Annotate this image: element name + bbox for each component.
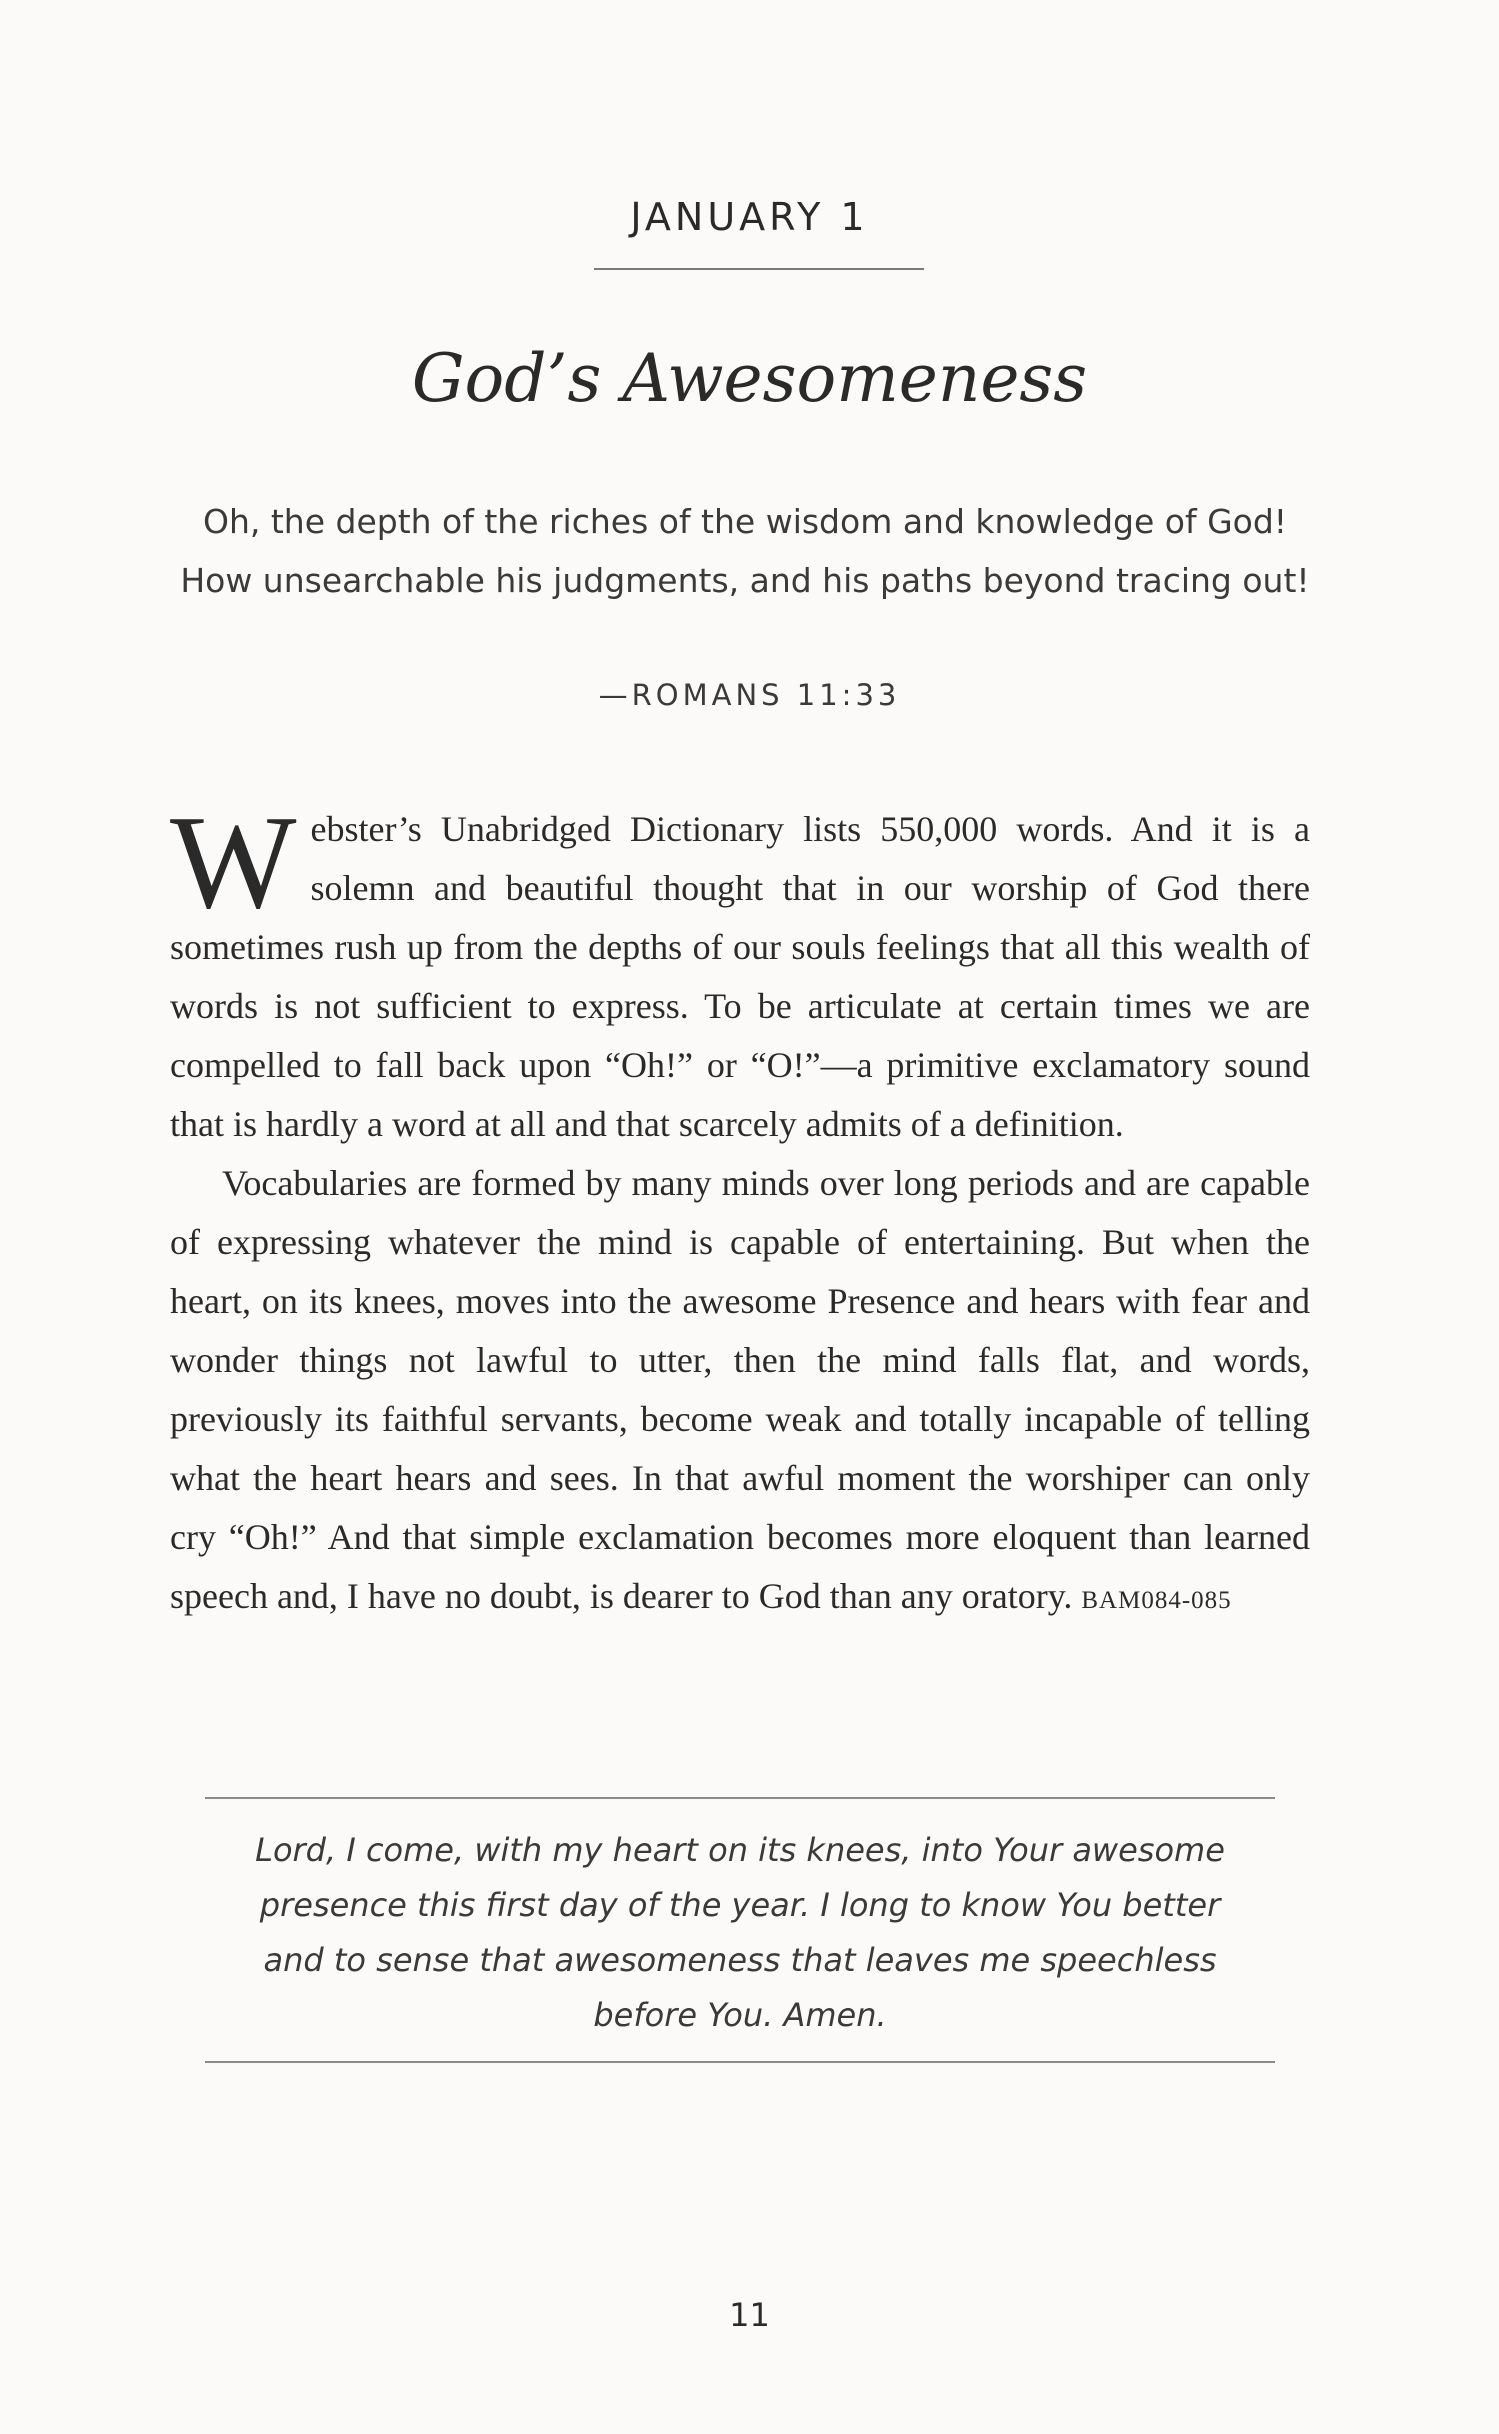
scripture-reference: —ROMANS 11:33 — [598, 678, 901, 712]
devotional-body — [170, 788, 1310, 1630]
closing-prayer: Lord, I come, with my heart on its knees, into Your awesome presence this first day of the year. I long to know You better and to sense that awesomeness that leaves me speechless before You. Amen. — [255, 1831, 1225, 2034]
body-paragraph-2 — [170, 1154, 1310, 1630]
entry-date: JANUARY 1 — [630, 195, 869, 239]
body-paragraph-2-text: Vocabularies are formed by many minds over long periods and are capable of expressing whatever the mind is capable of entertaining. But when the heart, on its knees, moves into the awesome Presence and hears with fear and wonder things not lawful to utter, then the mind falls flat, and words, previously its faithful servants, become weak and totally incapable of telling what the heart hears and sees. In that awful moment the worshiper can only cry “Oh!” And that simple exclamation becomes more eloquent than learned speech and, I have no doubt, is dearer to God than any oratory. — [170, 1163, 1310, 1616]
source-code: BAM084-085 — [1081, 1587, 1232, 1614]
prayer-bottom-divider — [205, 2061, 1275, 2063]
scripture-epigraph: Oh, the depth of the riches of the wisdom and knowledge of God! How unsearchable his judgments, and his paths beyond tracing out! — [180, 502, 1310, 600]
entry-title: God’s Awesomeness — [411, 340, 1088, 417]
prayer-top-divider — [205, 1797, 1275, 1799]
body-paragraph-1-text: ebster’s Unabridged Dictionary lists 550,000 words. And it is a solemn and beautiful thought that in our worship of God there sometimes rush up from the depths of our souls feelings that all this wealth of words is not sufficient to express. To be articulate at certain times we are compelled to fall back upon “Oh!” or “O!”—a primitive exclamatory sound that is hardly a word at all and that scarcely admits of a definition. — [170, 809, 1310, 1144]
body-paragraph-1 — [170, 788, 1310, 1154]
drop-cap: W — [170, 788, 297, 936]
date-divider — [594, 268, 924, 270]
page-number: 11 — [729, 2296, 770, 2334]
